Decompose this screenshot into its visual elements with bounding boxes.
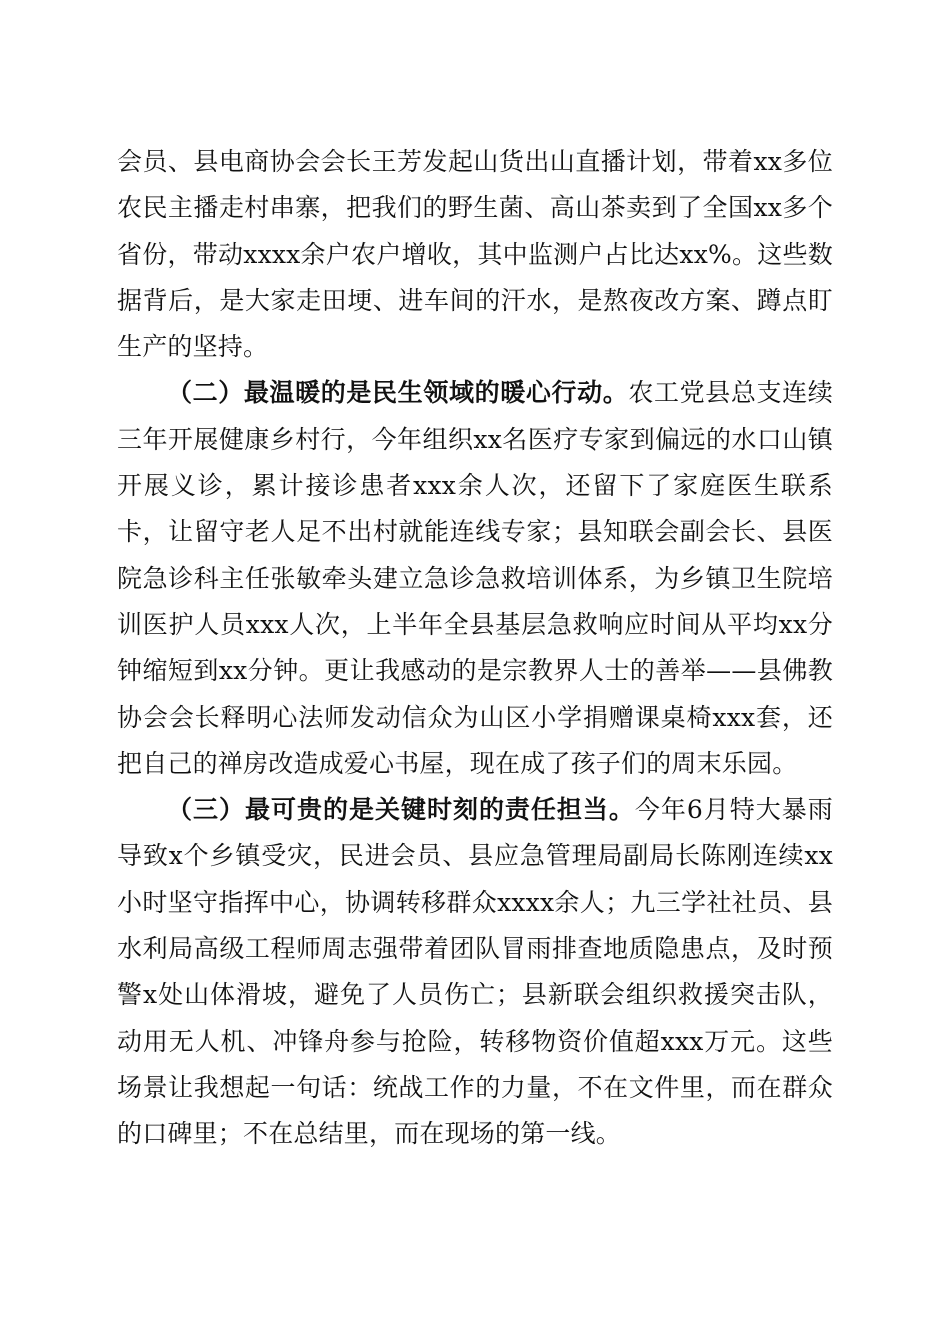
paragraph-2	[117, 370, 833, 787]
paragraph-1	[117, 139, 833, 370]
paragraph-3-heading: （三）最可贵的是关键时刻的责任担当。	[167, 795, 635, 825]
paragraph-3	[117, 787, 833, 1157]
paragraph-2-text: 农工党县总支连续三年开展健康乡村行，今年组织xx名医疗专家到偏远的水口山镇开展义诊，累计接诊患者xxx余人次，还留下了家庭医生联系卡，让留守老人足不出村就能连线专家；县知联会副会长、县医院急诊科主任张敏牵头建立急诊急救培训体系，为乡镇卫生院培训医护人员xxx人次，上半年全县基层急救响应时间从平均xx分钟缩短到xx分钟。更让我感动的是宗教界人士的善举——县佛教协会会长释明心法师发动信众为山区小学捐赠课桌椅xxx套，还把自己的禅房改造成爱心书屋，现在成了孩子们的周末乐园。	[117, 378, 833, 778]
paragraph-3-text: 今年6月特大暴雨导致x个乡镇受灾，民进会员、县应急管理局副局长陈刚连续xx小时坚守指挥中心，协调转移群众xxxx余人；九三学社社员、县水利局高级工程师周志强带着团队冒雨排查地质隐患点，及时预警x处山体滑坡，避免了人员伤亡；县新联会组织救援突击队，动用无人机、冲锋舟参与抢险，转移物资价值超xxx万元。这些场景让我想起一句话：统战工作的力量，不在文件里，而在群众的口碑里；不在总结里，而在现场的第一线。	[117, 795, 833, 1149]
paragraph-2-heading: （二）最温暖的是民生领域的暖心行动。	[167, 378, 629, 408]
document-page	[117, 139, 833, 1158]
paragraph-1-text: 会员、县电商协会会长王芳发起山货出山直播计划，带着xx多位农民主播走村串寨，把我们的野生菌、高山茶卖到了全国xx多个省份，带动xxxx余户农户增收，其中监测户占比达xx%。这些数据背后，是大家走田埂、进车间的汗水，是熬夜改方案、蹲点盯生产的坚持。	[117, 147, 833, 362]
